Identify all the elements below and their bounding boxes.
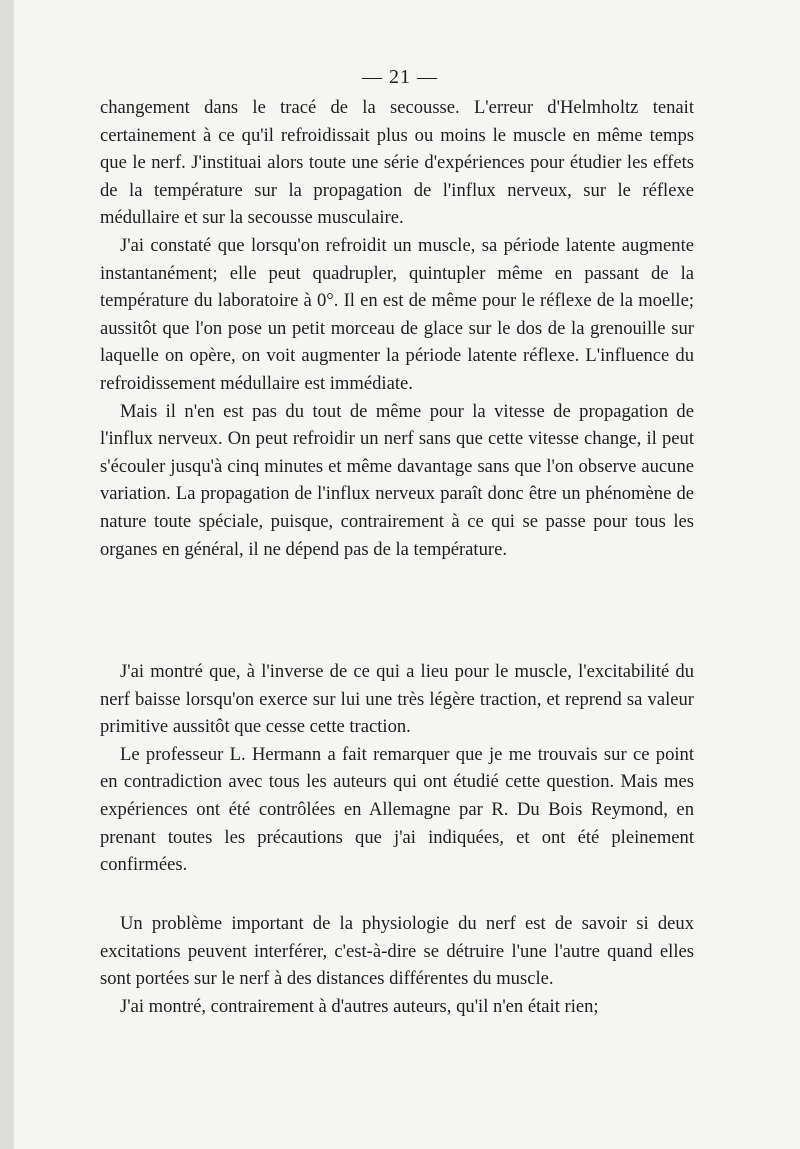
paragraph: Un problème important de la physiologie du nerf est de savoir si deux excitations peuvent interférer, c'est-à-dire se détruire l'une l'autre quand elles sont portées sur le nerf à des distances différentes du muscle. <box>100 913 694 990</box>
paragraph: J'ai montré que, à l'inverse de ce qui a lieu pour le muscle, l'excitabilité du nerf baisse lorsqu'on exerce sur lui une très légère traction, et reprend sa valeur primitive aussitôt que cesse cette traction. <box>100 661 694 738</box>
paragraph: Mais il n'en est pas du tout de même pour la vitesse de propagation de l'influx nerveux. On peut refroidir un nerf sans que cette vitesse change, il peut s'écouler jusqu'à cinq minutes et même davantage sans que l'on observe aucune variation. La propagation de l'influx nerveux paraît donc être un phénomène de nature toute spéciale, puisque, contrairement à ce qui se passe pour tous les organes en général, il ne dépend pas de la température. <box>100 400 694 560</box>
scan-margin <box>0 0 14 1149</box>
text-section-2 <box>100 658 694 879</box>
paragraph: Le professeur L. Hermann a fait remarquer que je me trouvais sur ce point en contradiction avec tous les auteurs qui ont étudié cette question. Mais mes expériences ont été contrôlées en Allemagne par R. Du Bois Reymond, en prenant toutes les précautions que j'ai indiquées, et ont été pleinement confirmées. <box>100 743 694 876</box>
page-number: — 21 — <box>362 66 438 88</box>
text-section-1 <box>100 94 694 563</box>
paragraph: changement dans le tracé de la secousse. L'erreur d'Helmholtz tenait certainement à ce qu'il refroidissait plus ou moins le muscle en même temps que le nerf. J'instituai alors toute une série d'expériences pour étudier les effets de la température sur la propagation de l'influx nerveux, sur le réflexe médullaire et sur la secousse musculaire. <box>100 97 694 229</box>
paragraph: J'ai montré, contrairement à d'autres auteurs, qu'il n'en était rien; <box>120 995 599 1017</box>
text-section-3 <box>100 910 694 1020</box>
paragraph: J'ai constaté que lorsqu'on refroidit un muscle, sa période latente augmente instantanément; elle peut quadrupler, quintupler même en passant de la température du laboratoire à 0°. Il en est de même pour le réflexe de la moelle; aussitôt que l'on pose un petit morceau de glace sur le dos de la grenouille sur laquelle on opère, on voit augmenter la période latente réflexe. L'influence du refroidissement médullaire est immédiate. <box>100 234 694 394</box>
